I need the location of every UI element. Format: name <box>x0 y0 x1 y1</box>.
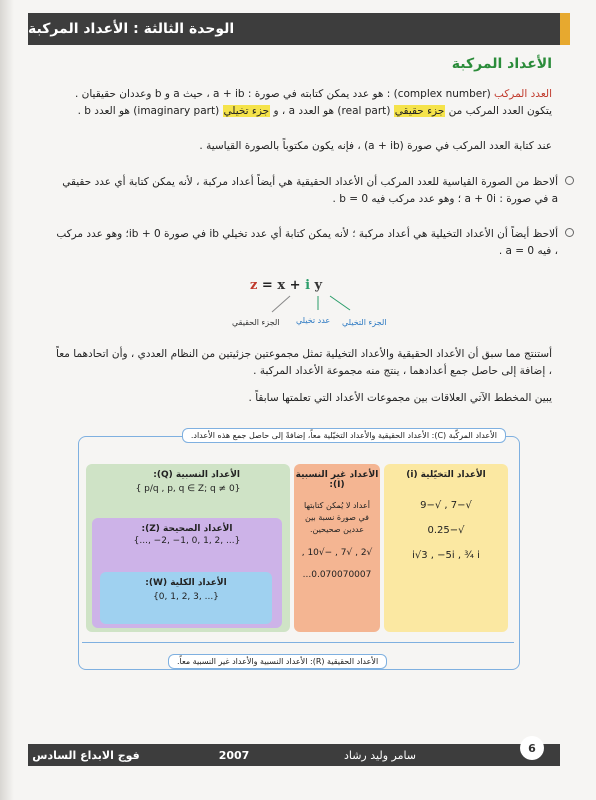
formula-i: i <box>305 278 311 293</box>
footer-author: سامر وليد رشاد <box>343 748 417 762</box>
definition-text-2b: (real part) هو العدد a ، و <box>270 105 394 117</box>
real-set-label: الأعداد الحقيقية (R): الأعداد النسبية والأعداد غير النسبية معاً. <box>168 654 387 669</box>
real-set-divider <box>82 642 514 643</box>
definition-text: (complex number) : هو عدد يمكن كتابته في صورة : a + ib ، حيث a و b وعددان حقيقيان . <box>74 88 494 100</box>
definition-text-2a: يتكون العدد المركب من <box>445 105 552 117</box>
whole-set-panel <box>100 572 272 624</box>
integer-set-title: الأعداد الصحيحة (Z): <box>141 524 233 534</box>
footer-year: 2007 <box>218 748 250 762</box>
integer-set-definition: {..., −2, −1, 0, 1, 2, ...} <box>133 536 241 546</box>
page-number: 6 <box>520 736 544 760</box>
label-imaginary-unit: عدد تخيلي <box>296 316 331 325</box>
imaginary-part-term: جزء تخيلي <box>223 105 270 117</box>
imaginary-set-panel <box>384 464 508 632</box>
page-footer <box>28 744 560 766</box>
number-sets-diagram <box>78 428 518 683</box>
label-real-part: الجزء الحقيقي <box>232 318 280 327</box>
whole-set-definition: {0, 1, 2, 3, ...} <box>153 592 219 602</box>
rational-set-definition: { p/q , p, q ∈ Z; q ≠ 0} <box>135 484 241 494</box>
irrational-set-title: الأعداد غير النسبية (I): <box>295 470 379 490</box>
bullet-text: ألاحظ أيضاً أن الأعداد التخيلية هي أعداد مركبة ؛ لأنه يمكن كتابة أي عدد تخيلي ib في صورة 0 + ib؛ وهو عدد مركب ، فيه a = 0 . <box>56 228 558 257</box>
irrational-description: أعداد لا يُمكن كتابتها في صورة نسبة بين عددين صحيحين. <box>304 501 370 534</box>
imaginary-example-1: √−7 , √−9 <box>420 500 472 511</box>
whole-set-title: الأعداد الكلية (W): <box>145 578 227 588</box>
irrational-example-1: √2 , √7 , −√10 , <box>301 548 373 558</box>
conclusion-paragraph: أستنتج مما سبق أن الأعداد الحقيقية والأعداد التخيلية تمثل مجموعتين جزئيتين من النظام العددي ، وأن اتحادهما معاً ، إضافة إلى حاصل جمع أعدادهما ، ينتج منه مجموعة الأعداد المركبة . <box>56 348 552 377</box>
complex-set-label: الأعداد المركّبة (C): الأعداد الحقيقية والأعداد التخيّلية معاً، إضافةً إلى حاصل جمع هذه الأعداد. <box>182 428 506 443</box>
imaginary-example-3: i√3 , −5i , ¾ i <box>412 550 480 561</box>
imaginary-example-2: √−0.25 <box>427 525 465 536</box>
real-part-term: جزء حقيقي <box>394 105 445 117</box>
standard-form-paragraph: عند كتابة العدد المركب في صورة (a + ib) ، فإنه يكون مكتوباً بالصورة القياسية . <box>199 140 552 152</box>
formula-z: z <box>250 278 258 293</box>
rational-set-title: الأعداد النسبية (Q): <box>153 470 240 480</box>
footer-group-name: فوج الابداع السادس <box>32 748 140 762</box>
bullet-text: ألاحظ من الصورة القياسية للعدد المركب أن الأعداد الحقيقية هي أيضاً أعداد مركبة ، لأنه يمكن كتابة أي عدد حقيقي a في صورة : a + 0i ؛ وهو عدد مركب فيه b = 0 . <box>62 176 558 205</box>
complex-number-term: العدد المركب <box>494 88 552 100</box>
formula-plus: + <box>285 278 306 293</box>
irrational-example-2: 0.070070007... <box>302 570 372 580</box>
section-title: الأعداد المركبة <box>451 56 552 72</box>
definition-text-2c: (imaginary part) هو العدد b . <box>77 105 223 117</box>
formula-equals: = <box>257 278 278 293</box>
imaginary-set-title: الأعداد التخيّلية (i) <box>406 470 486 480</box>
formula-y: y <box>314 278 323 293</box>
unit-title: الوحدة الثالثة : الأعداد المركبة <box>28 21 235 37</box>
irrational-set-panel <box>294 464 380 632</box>
label-imaginary-part: الجزء التخيلي <box>342 318 387 327</box>
diagram-intro: يبين المخطط الآتي العلاقات بين مجموعات الأعداد التي تعلمتها سابقاً . <box>248 392 552 404</box>
formula-x: x <box>277 278 286 293</box>
